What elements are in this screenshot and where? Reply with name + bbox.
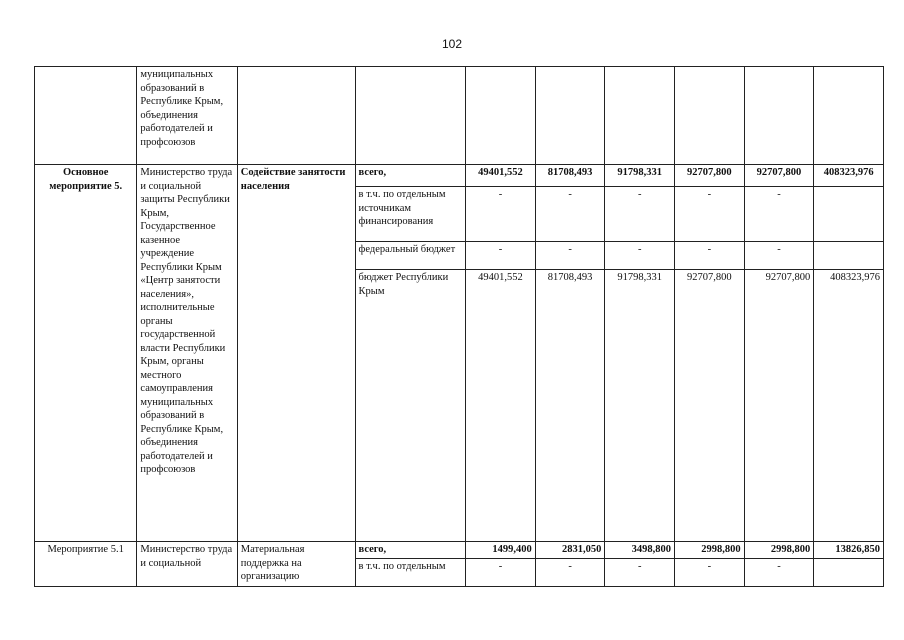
value-cell [814,242,884,270]
value-cell: 91798,331 [605,165,675,187]
goal-cell: Материальная поддержка на организацию [237,542,355,587]
cell-empty [35,67,137,165]
source-label: всего, [355,165,466,187]
value-cell: - [535,242,605,270]
value-cell: 92707,800 [744,270,814,542]
value-cell: - [675,558,745,586]
table-row [35,165,884,187]
executor-cell: муниципальных образований в Республике Крым, объединения работодателей и профсоюзов [137,67,237,165]
value-cell: 91798,331 [605,270,675,542]
value-cell: - [744,558,814,586]
value-cell: 13826,850 [814,542,884,559]
value-cell: - [466,187,536,242]
executor-cell: Министерство труда и социальной [137,542,237,587]
value-cell: - [605,187,675,242]
activity-name: Мероприятие 5.1 [35,542,137,587]
value-cell: - [744,187,814,242]
page-number: 102 [441,37,463,51]
cell-empty [237,67,355,165]
cell-empty [355,67,466,165]
value-cell: 408323,976 [814,270,884,542]
value-cell: - [535,558,605,586]
executor-cell: Министерство труда и социальной защиты Республики Крым, Государственное казенное учреждение Республики Крым «Центр занятости населения», исполнительные органы государственной власти Республики Крым, органы местного самоуправления муниципальных образований в Республике Крым, объединения работодателей и профсоюзов [137,165,237,542]
source-label: федеральный бюджет [355,242,466,270]
value-cell: 1499,400 [466,542,536,559]
cell-empty [675,67,745,165]
value-cell: - [675,187,745,242]
value-cell: 2998,800 [744,542,814,559]
table-row [35,542,884,559]
value-cell [814,187,884,242]
value-cell [814,558,884,586]
budget-table [34,66,884,587]
goal-cell: Содействие занятости населения [237,165,355,542]
value-cell: 49401,552 [466,270,536,542]
value-cell: 81708,493 [535,165,605,187]
source-label: всего, [355,542,466,559]
source-label: в т.ч. по отдельным источникам финансирования [355,187,466,242]
value-cell: 92707,800 [744,165,814,187]
source-label: бюджет Республики Крым [355,270,466,542]
value-cell: 2998,800 [675,542,745,559]
value-cell: - [535,187,605,242]
value-cell: - [466,242,536,270]
value-cell: - [605,242,675,270]
cell-empty [605,67,675,165]
value-cell: 3498,800 [605,542,675,559]
value-cell: 408323,976 [814,165,884,187]
cell-empty [466,67,536,165]
value-cell: - [675,242,745,270]
cell-empty [535,67,605,165]
value-cell: - [466,558,536,586]
cell-empty [814,67,884,165]
value-cell: 49401,552 [466,165,536,187]
value-cell: 92707,800 [675,270,745,542]
cell-empty [744,67,814,165]
table-row [35,67,884,165]
source-label: в т.ч. по отдельным [355,558,466,586]
value-cell: 81708,493 [535,270,605,542]
activity-name: Основное мероприятие 5. [35,165,137,542]
value-cell: 92707,800 [675,165,745,187]
value-cell: 2831,050 [535,542,605,559]
value-cell: - [744,242,814,270]
value-cell: - [605,558,675,586]
